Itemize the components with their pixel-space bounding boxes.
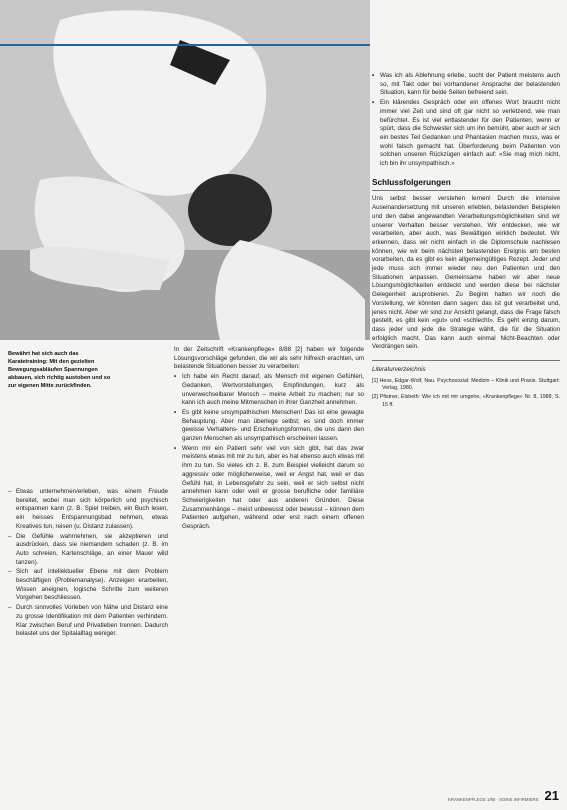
reference-item: [2] Pfistner, Elsbeth: Wie ich mit mir umgehe, «Krankenpflege» Nr. 8, 1988, S. 15 ff.	[372, 394, 560, 408]
karate-photo	[0, 0, 370, 340]
photo-caption: Bewährt hat sich auch das Karatetraining: Mit den gezielten Bewegungsabläufen Spannungen abbauen, sich richtig austoben und so zur eigenen Mitte zurückfinden.	[8, 351, 111, 389]
list-item: – Sich auf intellektueller Ebene mit dem Problem beschäftigen (Problemanalyse). Anzeigen erarbeiten, Wissen aneignen, logische Schritte zum weiteren Vorgehen beschliessen.	[8, 568, 168, 603]
conclusion-paragraph: Uns selbst besser verstehen lernen! Durch die intensive Auseinandersetzung mit unseren erlebten, belastenden Beispielen und den dabei angewandten Verarbeitungsmöglichkeiten sind wir unserer Verhalten besser verstehen. Wir entdecken, wie wir verarbeiten, aber auch, was Bewältigen wirklich bedeutet. Wir erkennen, dass wir nicht einfach in die Diplomschule nachlesen können, wie wir beim nächsten belastenden Ereignis am besten vorarbeiten, da es gibt es kein allgemeingültiges Rezept. Jeder und jede muss sich immer wieder neu den Patienten und den Situationen anpassen. Gemeinsame haben wir aber neue Lösungsmöglichkeiten entdeckt und werden diese bei nächster Gelegenheit ausprobieren. Zu Beginn hatten wir noch die Vorstellung, wir könnten dann sagen: das ist gut verarbeitet und, jenes nicht. Aber wir sind zur Ansicht gelangt, dass die Frage falsch gestellt, es gibt kein «gut» und «schlecht». Es geht einzig darum, dass jeder und jede die Strategie wählt, die für die Situation erfolglich macht. Das kann auch einmal Nicht-Beachten oder Verdrängen sein.	[372, 195, 560, 351]
header-rule	[0, 44, 370, 46]
section-heading: Schlussfolgerungen	[372, 179, 560, 192]
reference-item: [1] Hess, Edgar-Wolf, Nau. Psychosozial: Medizin – Klinik und Praxis. Stuttgart: Verlag, 1980.	[372, 377, 560, 392]
journal-name: KRANKENPFLEGE 1/90 · SOINS INFIRMIERS	[448, 796, 539, 802]
intro-paragraph: In der Zeitschrift «Krankenpflege» 8/88 [2] haben wir folgende Lösungsvorschläge gefunden, die wir als sehr hilfreich erachten, um belastende Situationen besser zu verarbeiten:	[174, 346, 364, 371]
references-list	[372, 378, 560, 409]
karate-illustration	[0, 0, 370, 340]
list-item: • Was ich als Ablehnung erlebe, sucht der Patient meistens auch so, mit Takt oder bei vorhandener Ansprache der belastenden Situation, kann für beide Seiten befreiend sein.	[372, 72, 560, 98]
references-heading: Literaturverzeichnis	[372, 360, 560, 375]
left-column	[8, 488, 168, 640]
list-item: – Die Gefühle wahrnehmen, sie akzeptieren und ausdrücken, dass sie niemandem schaden (z. B. im Auto schreien, Kartenschläge, an einer Mauer wild tanzen).	[8, 533, 168, 568]
list-item: • Wenn mir ein Patient sehr viel von sich gibt, hat das zwar meistens etwas mit mir zu tun, aber es hat ebenso auch etwas mit ihm zu tun. So vieles ich z. B. zum Beispiel vielleicht darum so aggressiv oder möglicherweise, weil er Angst hat, weil er das Gefühl hat, in Lebensgefahr zu sein, weil er sich selbst nicht annehmen kann oder weil er grosse berufliche oder familiäre Schwierigkeiten hat oder aus anderen Gründen. Diese Zusammenhänge – meist unbewusst oder bewusst – können dem Patienten aufgehen, während oder erst nach einem offenen Gespräch.	[174, 445, 364, 532]
list-item: • Es gibt keine unsympathischen Menschen! Das ist eine gewagte Behauptung. Aber man überlege selbst; es sind doch immer gewisse Verhaltens- und Erscheinungsformen, die uns dann den ganzen Menschen als unsympathisch erscheinen lassen.	[174, 409, 364, 444]
page-footer	[448, 789, 559, 802]
middle-column	[174, 346, 364, 533]
right-column	[372, 72, 560, 411]
list-item: • Ich habe ein Recht darauf, als Mensch mit eigenen Gefühlen, Gedanken, Wertvorstellungen, Empfindungen, kurz als unverwechselbarer Mensch – meine Arbeit zu machen; nur so kann ich auch meine Mitmenschen in ihrer Ganzheit annehmen.	[174, 373, 364, 408]
list-item: – Etwas unternehmen/erleben, was einem Freude bereitet, wobei man sich körperlich und psychisch entspannen kann (z. B. Spiel treiben, ein Buch lesen, ein heisses Entspannungsbad nehmen, etwas Kreatives tun, reisen (u. Distanz zulassen).	[8, 488, 168, 532]
list-item: – Durch sinnvolles Vorleben von Nähe und Distanz eine zu grosse Identifikation mit dem Patienten verhindern. Klar zwischen Beruf und Privatleben trennen. Dadurch belastet uns der Spitalalltag weniger.	[8, 604, 168, 639]
page-number: 21	[544, 788, 559, 803]
list-item: • Ein klärendes Gespräch oder ein offenes Wort braucht nicht immer viel Zeit und sind oft gar nicht so verletzend, wie man befürchtet. Es ist viel entlastender für den Patienten, wenn er spürt, dass die Schwester sich um ihn bemüht, aber auch er sich ein bestes Teil Gedanken und Phantasien machen muss, was er wohl falsch gemacht hat. Überforderung beim Patienten von solchen unseren Rückzügen einfach auf: «Sie mag mich nicht, ich bin ihr unsympathisch.»	[372, 99, 560, 169]
